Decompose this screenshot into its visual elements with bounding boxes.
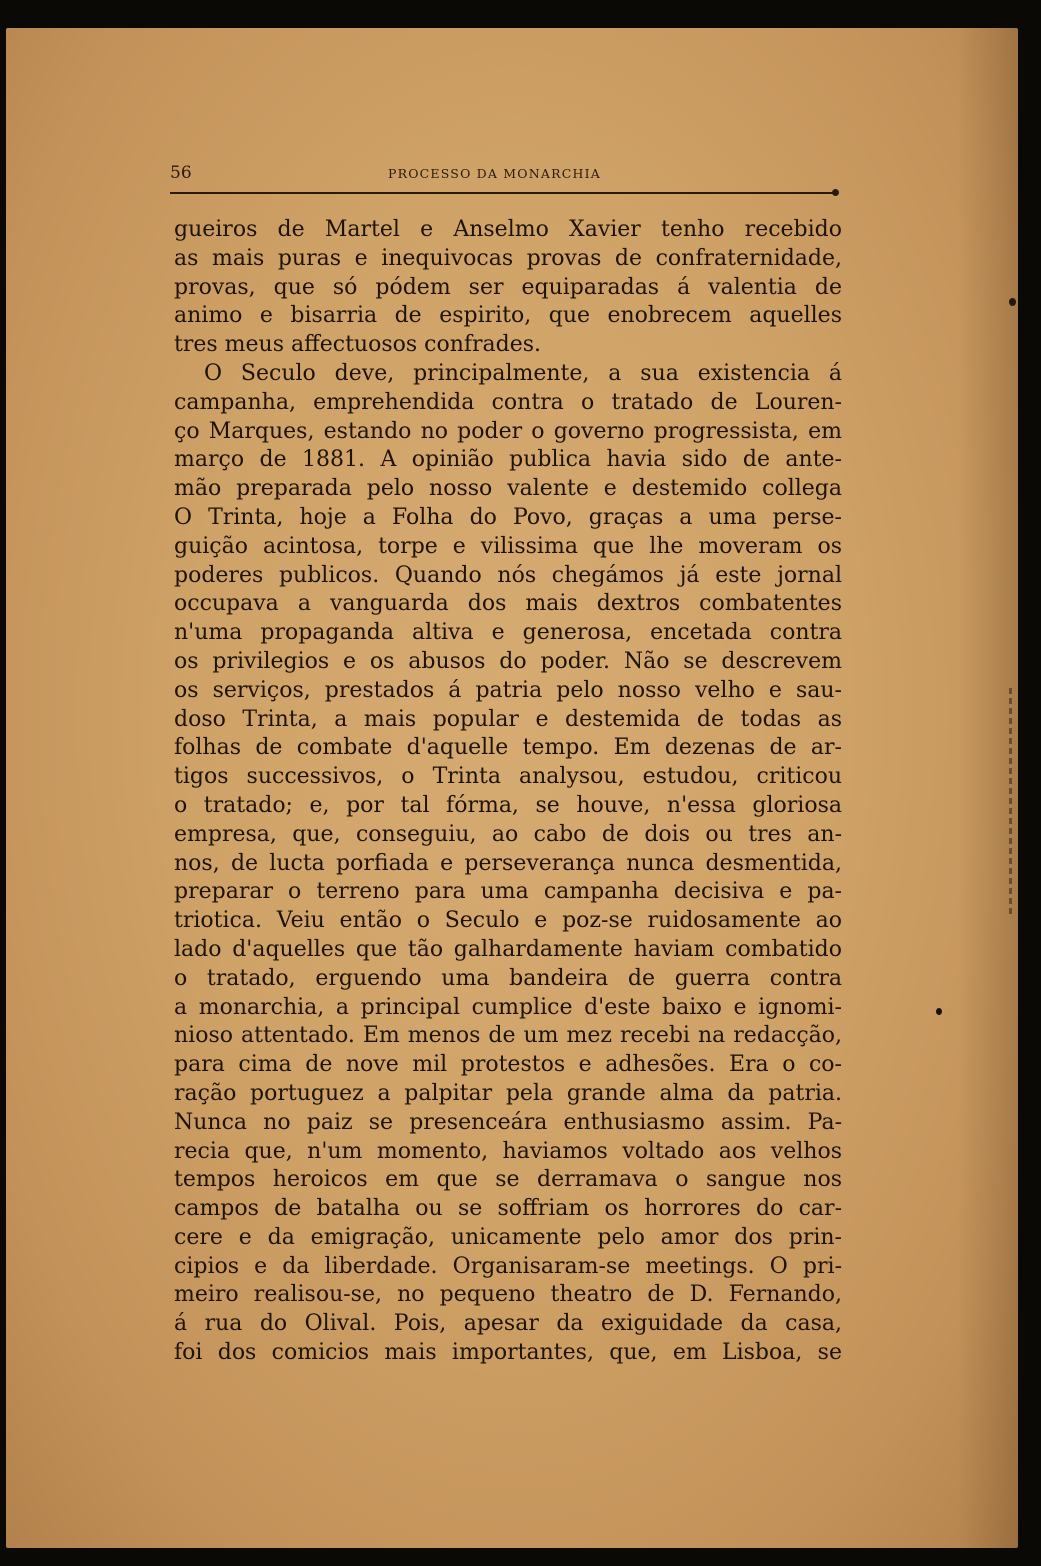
text-line: folhas de combate d'aquelle tempo. Em dezenas de ar-	[174, 735, 842, 761]
text-line: occupava a vanguarda dos mais dextros combatentes	[174, 591, 842, 617]
text-line: n'uma propaganda altiva e generosa, encetada contra	[174, 620, 842, 646]
text-line: mão preparada pelo nosso valente e destemido collega	[174, 476, 842, 502]
text-line: campanha, emprehendida contra o tratado de Louren-	[174, 389, 842, 415]
header-rule-ornament	[832, 189, 839, 196]
text-line: O Seculo deve, principalmente, a sua existencia á	[204, 360, 842, 386]
body-text	[174, 216, 842, 1368]
text-line: Nunca no paiz se presenceára enthusiasmo assim. Pa-	[174, 1109, 842, 1135]
text-line: cipios e da liberdade. Organisaram-se meetings. O pri-	[174, 1253, 842, 1279]
text-line: empresa, que, conseguiu, ao cabo de dois ou tres an-	[174, 821, 842, 847]
text-line: provas, que só pódem ser equiparadas á valentia de	[174, 274, 842, 300]
text-line: guição acintosa, torpe e vilissima que lhe moveram os	[174, 533, 842, 559]
text-line: tigos successivos, o Trinta analysou, estudou, criticou	[174, 764, 842, 790]
text-line: nos, de lucta porfiada e perseverança nunca desmentida,	[174, 850, 842, 876]
text-line: recia que, n'um momento, haviamos voltado aos velhos	[174, 1138, 842, 1164]
text-line: o tratado, erguendo uma bandeira de guerra contra	[174, 965, 842, 991]
ink-speck	[1009, 298, 1016, 306]
text-line: a monarchia, a principal cumplice d'este baixo e ignomi-	[174, 994, 842, 1020]
text-line: as mais puras e inequivocas provas de confraternidade,	[174, 245, 842, 271]
text-line: o tratado; e, por tal fórma, se houve, n'essa gloriosa	[174, 792, 842, 818]
text-line: ço Marques, estando no poder o governo progressista, em	[174, 418, 842, 444]
text-line: para cima de nove mil protestos e adhesões. Era o co-	[174, 1052, 842, 1078]
text-line: á rua do Olival. Pois, apesar da exiguidade da casa,	[174, 1311, 842, 1337]
page-header	[170, 163, 842, 186]
text-line: março de 1881. A opinião publica havia sido de ante-	[174, 447, 842, 473]
page-number: 56	[170, 163, 192, 183]
text-line: os serviços, prestados á patria pelo nosso velho e sau-	[174, 677, 842, 703]
text-line: os privilegios e os abusos do poder. Não se descrevem	[174, 648, 842, 674]
text-line: tempos heroicos em que se derramava o sangue nos	[174, 1167, 842, 1193]
running-title: PROCESSO DA MONARCHIA	[388, 166, 601, 181]
header-rule	[170, 192, 836, 194]
text-line: poderes publicos. Quando nós chegámos já este jornal	[174, 562, 842, 588]
text-line: foi dos comicios mais importantes, que, em Lisboa, se	[174, 1340, 842, 1366]
text-line: animo e bisarria de espirito, que enobrecem aquelles	[174, 303, 842, 329]
text-line: tres meus affectuosos confrades.	[174, 332, 542, 358]
text-line: preparar o terreno para uma campanha decisiva e pa-	[174, 879, 842, 905]
text-line: O Trinta, hoje a Folha do Povo, graças a uma perse-	[174, 504, 842, 530]
ink-speck	[936, 1008, 942, 1015]
text-line: cere e da emigração, unicamente pelo amor dos prin-	[174, 1224, 842, 1250]
text-line: gueiros de Martel e Anselmo Xavier tenho recebido	[174, 217, 842, 242]
text-line: nioso attentado. Em menos de um mez recebi na redacção,	[174, 1023, 842, 1049]
text-line: doso Trinta, a mais popular e destemida de todas as	[174, 706, 842, 732]
text-line: lado d'aquelles que tão galhardamente haviam combatido	[174, 936, 842, 962]
binding-stitch	[1009, 688, 1012, 918]
text-line: meiro realisou-se, no pequeno theatro de D. Fernando,	[174, 1282, 842, 1308]
text-line: campos de batalha ou se soffriam os horrores do car-	[174, 1196, 842, 1222]
text-line: triotica. Veiu então o Seculo e poz-se ruidosamente ao	[174, 908, 842, 934]
text-line: ração portuguez a palpitar pela grande alma da patria.	[174, 1080, 842, 1106]
